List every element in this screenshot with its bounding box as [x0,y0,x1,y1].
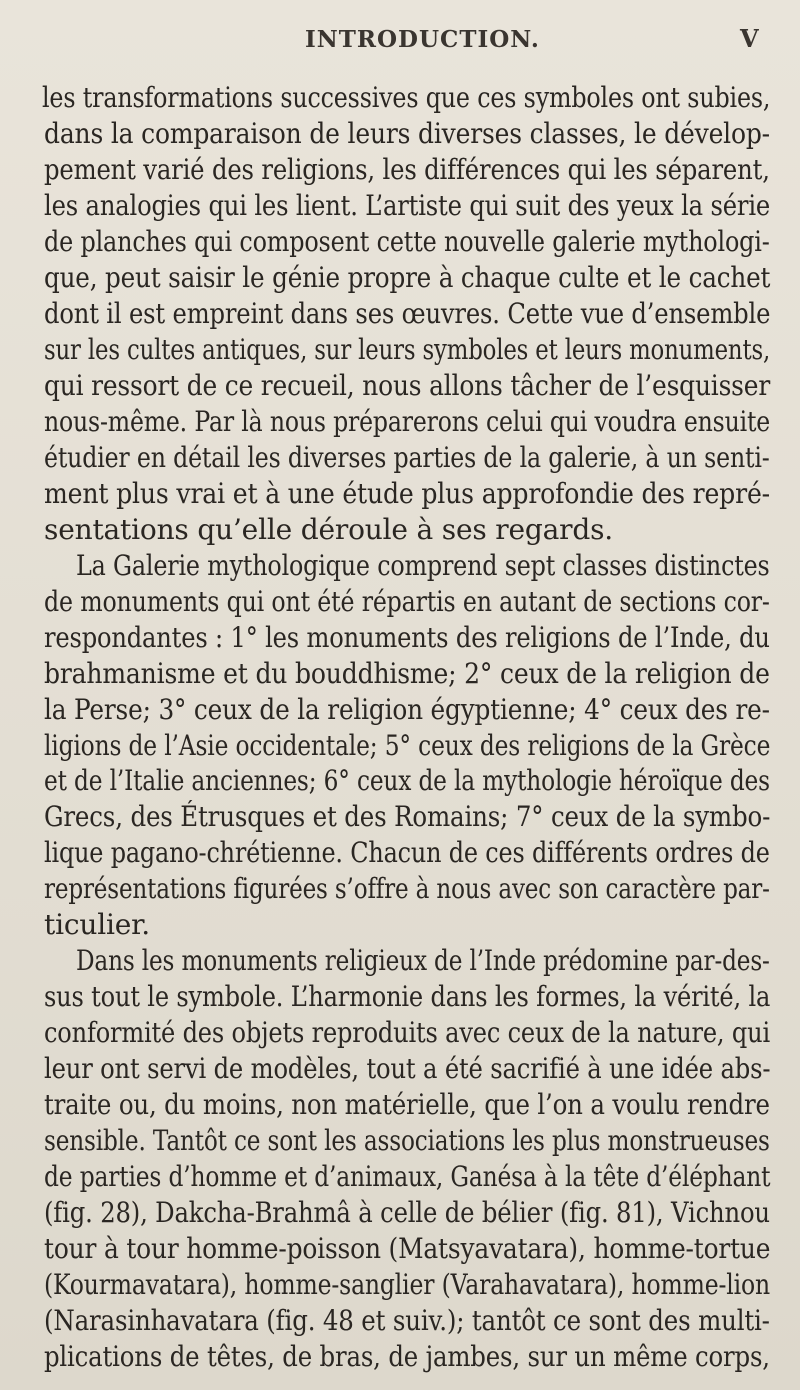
text-line: tour à tour homme-poisson (Matsyavatara), homme-tortue [44,1232,771,1266]
text-line: Dans les monuments religieux de l’Inde prédomine par-des- [76,944,770,978]
text-line: de parties d’homme et d’animaux, Ganésa à la tête d’éléphant [44,1160,771,1194]
text-line: les transformations successives que ces symboles ont subies, [42,81,771,114]
text-line: ligions de l’Asie occidentale; 5° ceux des religions de la Grèce [44,728,771,762]
text-line: (Narasinhavatara (fig. 48 et suiv.); tantôt ce sont des multi- [44,1304,770,1338]
text-line: leur ont servi de modèles, tout a été sacrifié à une idée abs- [44,1052,771,1086]
text-line: de monuments qui ont été répartis en autant de sections cor- [44,584,770,618]
text-line: Grecs, des Étrusques et des Romains; 7° ceux de la symbo- [44,800,771,834]
text-line: ment plus vrai et à une étude plus approfondie des repré- [44,476,770,510]
text-line: La Galerie mythologique comprend sept classes distinctes [76,548,770,582]
text-line: la Perse; 3° ceux de la religion égyptienne; 4° ceux des re- [44,692,770,726]
text-line: respondantes : 1° les monuments des religions de l’Inde, du [44,620,770,654]
text-line: que, peut saisir le génie propre à chaque culte et le cachet [44,260,771,294]
text-line: ticulier. [44,908,150,942]
text-line: les analogies qui les lient. L’artiste qui suit des yeux la série [44,188,771,222]
text-line: traite ou, du moins, non matérielle, que l’on a voulu rendre [44,1088,770,1122]
text-line: étudier en détail les diverses parties de la galerie, à un senti- [44,440,770,474]
text-line: brahmanisme et du bouddhisme; 2° ceux de la religion de [44,656,770,690]
text-line: conformité des objets reproduits avec ceux de la nature, qui [44,1016,770,1050]
text-line: lique pagano-chrétienne. Chacun de ces différents ordres de [44,836,770,870]
text-line: dont il est empreint dans ses œuvres. Cette vue d’ensemble [44,296,771,330]
page-number: V [740,24,759,53]
text-line: de planches qui composent cette nouvelle galerie mythologi- [44,224,770,258]
text-line: sensible. Tantôt ce sont les associations les plus monstrueuses [44,1124,770,1158]
running-title: INTRODUCTION. [305,26,540,53]
text-line: sus tout le symbole. L’harmonie dans les formes, la vérité, la [44,980,771,1014]
text-line: (Kourmavatara), homme-sanglier (Varahavatara), homme-lion [44,1268,770,1302]
text-line: nous-même. Par là nous préparerons celui qui voudra ensuite [44,404,771,438]
text-line: et de l’Italie anciennes; 6° ceux de la mythologie héroïque des [44,764,770,798]
text-line: représentations figurées s’offre à nous avec son caractère par- [44,872,770,906]
text-line: sur les cultes antiques, sur leurs symboles et leurs monuments, [44,332,771,366]
text-line: plications de têtes, de bras, de jambes, sur un même corps, [44,1340,770,1374]
text-line: (fig. 28), Dakcha-Brahmâ à celle de bélier (fig. 81), Vichnou [44,1196,770,1230]
text-line: dans la comparaison de leurs diverses classes, le dévelop- [44,116,770,150]
text-line: sentations qu’elle déroule à ses regards. [44,512,614,546]
text-line: qui ressort de ce recueil, nous allons tâcher de l’esquisser [44,368,771,402]
text-line: pement varié des religions, les différences qui les séparent, [44,152,770,186]
